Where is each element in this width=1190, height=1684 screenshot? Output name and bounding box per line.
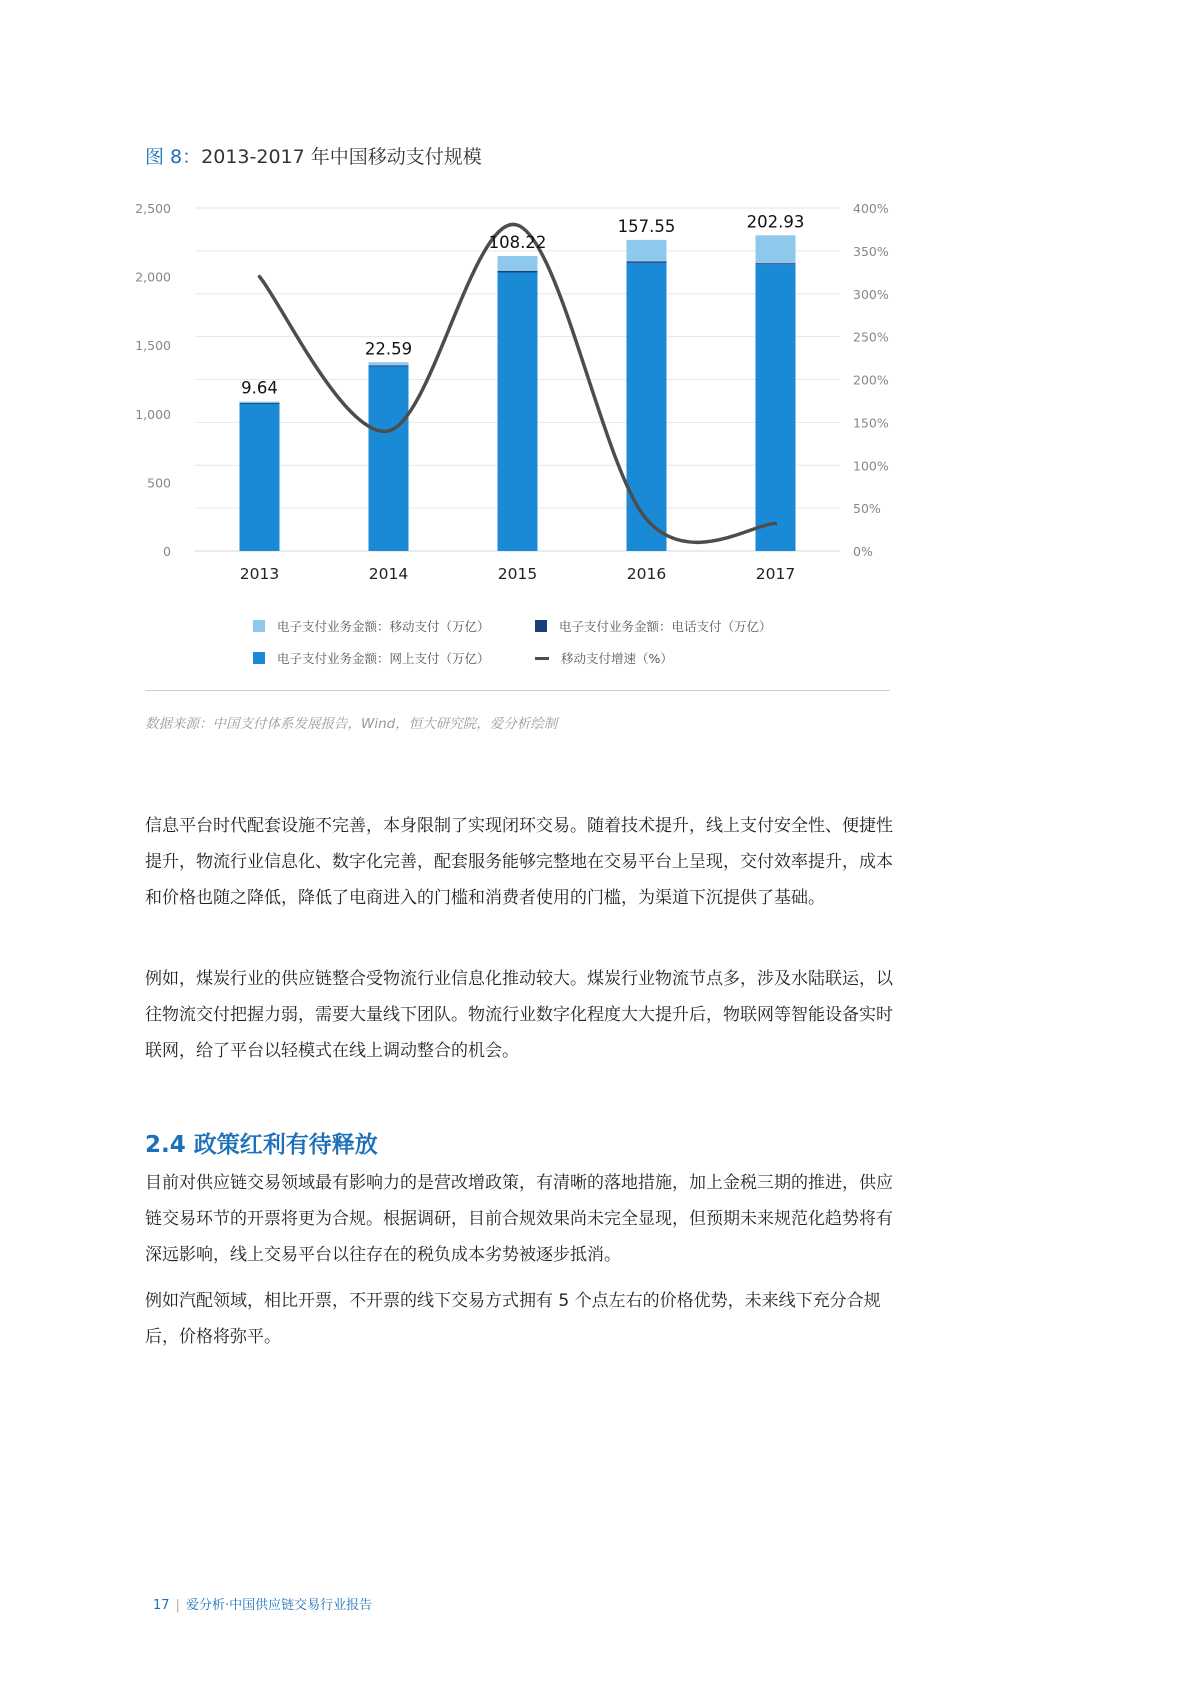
footer-separator: | — [175, 1598, 180, 1613]
y-left-tick-label: 2,500 — [135, 201, 171, 216]
bar-segment — [369, 365, 409, 366]
x-tick-label: 2015 — [497, 565, 538, 583]
paragraph-1: 信息平台时代配套设施不完善，本身限制了实现闭环交易。随着技术提升，线上支付安全性、便捷性提升，物流行业信息化、数字化完善，配套服务能够完整地在交易平台上呈现，交付效率提升，成本和价格也随之降低，降低了电商进入的门槛和消费者使用的门槛，为渠道下沉提供了基础。 — [145, 816, 893, 908]
report-name: 爱分析·中国供应链交易行业报告 — [185, 1598, 373, 1613]
legend-label-phone: 电子支付业务金额：电话支付（万亿） — [559, 619, 772, 634]
x-tick-label: 2016 — [626, 565, 667, 583]
y-left-tick-label: 1,000 — [135, 406, 171, 422]
legend-swatch-growth — [535, 657, 549, 660]
y-left-tick-label: 0 — [163, 544, 171, 559]
legend-item-phone — [535, 617, 772, 635]
legend-item-growth — [535, 649, 673, 667]
footer — [153, 1594, 372, 1613]
y-right-tick-label: 350% — [853, 243, 889, 259]
y-right-tick-label: 150% — [853, 415, 889, 431]
bar-segment — [498, 272, 538, 551]
figure-title-text: 2013-2017 年中国移动支付规模 — [201, 146, 482, 168]
data-label: 202.93 — [746, 212, 805, 232]
legend-swatch-online — [253, 652, 265, 664]
bar-segment — [627, 263, 667, 551]
figure-title — [145, 142, 482, 169]
bar-segment — [240, 404, 280, 551]
y-right-tick-label: 400% — [853, 201, 889, 216]
legend-label-online: 电子支付业务金额：网上支付（万亿） — [277, 651, 490, 666]
data-label: 9.64 — [241, 378, 278, 398]
legend-item-mobile — [253, 617, 490, 635]
legend-label-growth: 移动支付增速（%） — [561, 651, 673, 666]
bar-segment — [498, 271, 538, 273]
legend-item-online — [253, 649, 490, 667]
data-label: 22.59 — [364, 339, 413, 359]
y-left-tick-label: 1,500 — [135, 338, 171, 354]
bar-segment — [240, 403, 280, 404]
data-source: 数据来源：中国支付体系发展报告，Wind，恒大研究院，爱分析绘制 — [145, 716, 558, 732]
page-number: 17 — [153, 1598, 170, 1613]
bar-segment — [498, 256, 538, 271]
x-tick-label: 2017 — [755, 565, 796, 583]
section-paragraph-1: 目前对供应链交易领域最有影响力的是营改增政策，有清晰的落地措施，加上金税三期的推进，供应链交易环节的开票将更为合规。根据调研，目前合规效果尚未完全显现，但预期未来规范化趋势将有深远影响，线上交易平台以往存在的税负成本劣势被逐步抵消。 — [145, 1173, 893, 1265]
bar-segment — [627, 240, 667, 262]
paragraph-2: 例如，煤炭行业的供应链整合受物流行业信息化推动较大。煤炭行业物流节点多，涉及水陆联运，以往物流交付把握力弱，需要大量线下团队。物流行业数字化程度大大提升后，物联网等智能设备实时联网，给了平台以轻模式在线上调动整合的机会。 — [145, 969, 893, 1061]
bar-segment — [627, 262, 667, 263]
y-right-tick-label: 100% — [853, 458, 889, 474]
data-label: 108.22 — [488, 232, 547, 252]
y-right-tick-label: 0% — [853, 544, 873, 559]
section-title: 2.4 政策红利有待释放 — [145, 1132, 378, 1158]
figure-label: 图 8： — [145, 146, 202, 168]
legend-swatch-mobile — [253, 620, 265, 632]
data-label: 157.55 — [617, 216, 676, 236]
x-tick-label: 2014 — [368, 565, 409, 583]
y-left-tick-label: 500 — [147, 475, 171, 491]
mobile-payment-chart — [135, 190, 890, 583]
bar-segment — [369, 362, 409, 365]
x-tick-label: 2013 — [239, 565, 280, 583]
figure-divider — [145, 690, 890, 691]
y-left-tick-label: 2,000 — [135, 269, 171, 285]
section-paragraph-2: 例如汽配领域，相比开票，不开票的线下交易方式拥有 5 个点左右的价格优势，未来线下充分合规后，价格将弥平。 — [145, 1291, 881, 1347]
y-right-tick-label: 250% — [853, 329, 889, 345]
y-right-tick-label: 50% — [853, 501, 881, 517]
bar-segment — [240, 402, 280, 403]
bar-segment — [756, 235, 796, 263]
bar-segment — [369, 366, 409, 551]
legend-label-mobile: 电子支付业务金额：移动支付（万亿） — [277, 619, 490, 634]
y-right-tick-label: 200% — [853, 372, 889, 388]
bar-segment — [756, 263, 796, 264]
bar-segment — [756, 264, 796, 551]
legend-swatch-phone — [535, 620, 547, 632]
y-right-tick-label: 300% — [853, 286, 889, 302]
